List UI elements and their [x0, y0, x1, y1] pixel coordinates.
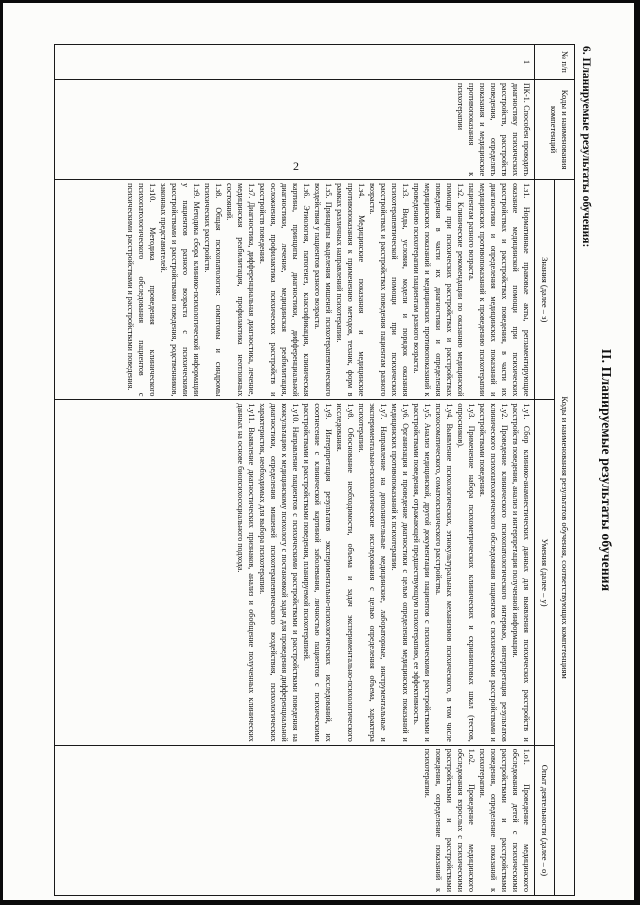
cell-paragraph: 1.з10. Методика проведения клинического психопатологического обследования пациентов с психическими расстройствами и расстройствами поведения. [126, 183, 157, 397]
cell-num: 1 [55, 45, 535, 80]
table-row [55, 45, 535, 896]
page-number: 2 [293, 159, 299, 173]
cell-paragraph: 1.у10. Направление пациентов с психическими расстройствами и расстройствами поведения на консультацию к медицинскому психологу с постановкой задач для проведения дифференциальной диагностики, определения мишеней психотерапевтического воздействия, психологических характеристик, необходимых для выбора психотерапии. [258, 403, 300, 742]
rotated-content-area [29, 43, 614, 895]
cell-paragraph: 1.з4. Медицинские показания и медицинские противопоказания к применению методов, техник, форм в рамках различных направлений психотерапии. [335, 183, 366, 397]
cell-paragraph: 1.з8. Общая психопатология: симптомы и синдромы психических расстройств. [203, 183, 223, 397]
header-knowledge: Знания (далее – з) [535, 180, 555, 400]
header-experience: Опыт деятельности (далее – о) [535, 745, 555, 895]
cell-paragraph: 1.у3. Применение набора психометрических клинических и скрининговых шкал (тестов, опросников). [456, 403, 476, 742]
cell-paragraph: 1.у5. Анализ медицинской, другой документации пациентов с психическими расстройствами и расстройствами поведения, отражающей предшествующую психотерапию, ее эффективность. [412, 403, 432, 742]
cell-paragraph: 1.о2. Проведение медицинского обследования взрослых с психическими расстройствами и расстройствами поведения, определение показаний к психотерапии. [423, 748, 476, 892]
cell-paragraph: 1.з9. Методика сбора клинико-психологической информации у пациентов разного возраста с психическими расстройствами и расстройствами поведения, родственников, законных представителей. [159, 183, 201, 397]
cell-paragraph: 1.у8. Обоснование необходимости, объема и задач экспериментально-психологического исследования. [335, 403, 355, 742]
cell-paragraph: 1.о1. Проведение медицинского обследования детей с психическими расстройствами и расстройствами поведения, определение показаний к психотерапии. [478, 748, 531, 892]
rotated-content [29, 44, 614, 896]
cell-paragraph: 1.у4. Выявление психологических, этнокультуральных механизмов психического, в том числе психосоматического, соматопсихического расстройства. [434, 403, 454, 742]
cell-paragraph: 1.з5. Принципы выделения мишеней психотерапевтического воздействия у пациентов разного возраста. [313, 183, 333, 397]
cell-paragraph: 1.з6. Этиология, патогенез, классификация, клиническая картина, принципы диагностики, дифференциальной диагностики, лечение, медицинская реабилитация, осложнения, профилактика психических расстройств и расстройств поведения. [258, 183, 311, 397]
header-row-1 [555, 45, 575, 896]
header-skills: Умения (далее – у) [535, 400, 555, 745]
cell-skills [55, 400, 535, 745]
cell-paragraph: 1.у7. Направление на дополнительные медицинские, лабораторные, инструментальные и экспериментально-психологические исследования с целью определения объема, характера психотерапии. [357, 403, 388, 742]
subsection-title: 6. Планируемые результаты обучения: [580, 46, 592, 248]
cell-competency: ПК-1. Способен проводить диагностику психических расстройств, расстройств поведения, определять показания и медицинские противопоказания к психотерапии [55, 80, 535, 180]
header-num: № п/п [535, 45, 575, 80]
section-title: II. Планируемые результаты обучения [599, 348, 614, 592]
cell-paragraph: 1.у11. Выявление диагностических признаков, анализ и обобщение полученных клинических данных на основе биопсихосоциального подхода. [236, 403, 256, 742]
cell-paragraph: 1.у2. Проведение клинического психопатологического интервью, интерпретация результатов клинического психопатологического обследования пациентов с психическими расстройствами и расстройствами поведения. [478, 403, 509, 742]
header-competency: Коды и наименования компетенций [535, 80, 575, 180]
results-table [54, 44, 575, 896]
header-results-group: Коды и наименования результатов обучения, соответствующих компетенциям [555, 180, 575, 896]
cell-paragraph: 1.з2. Клинические рекомендации по оказанию медицинской помощи при психических расстройствах и расстройствах поведения в части их диагностики и определения медицинских показаний и медицинских противопоказаний к проведению психотерапии пациентам разного возраста. [412, 183, 465, 397]
cell-paragraph: 1.з1. Нормативные правовые акты, регламентирующие оказание медицинской помощи при психических расстройствах и расстройствах поведения, в части их диагностики и определения медицинских показаний и медицинских противопоказаний к проведению психотерапии пациентам разного возраста. [467, 183, 531, 397]
cell-paragraph: 1.з3. Виды, условия, модели и порядок оказания психотерапевтической помощи при психических расстройствах и расстройствах поведения пациентам разного возраста. [368, 183, 410, 397]
cell-knowledge [55, 180, 535, 400]
cell-paragraph: 1.з7. Диагностика, дифференциальная диагностика, лечение, медицинская реабилитация, профилактика неотложных состояний. [225, 183, 256, 397]
cell-paragraph: 1.у1. Сбор клинико-анамнестических данных для выявления психических расстройств и расстройств поведения, анализ и интерпретация полученной информации. [511, 403, 531, 742]
cell-paragraph: 1.у9. Интерпретация результатов экспериментально-психологических исследований, их соотнесение с клинической картиной заболевания, личностью пациентов с психическими расстройствами и расстройствами поведения, планируемой психотерапией. [302, 403, 333, 742]
cell-experience [55, 745, 535, 895]
cell-paragraph: 1.у6. Организация и проведение диагностики с целью определения медицинских показаний и медицинских противопоказаний к психотерапии. [390, 403, 410, 742]
